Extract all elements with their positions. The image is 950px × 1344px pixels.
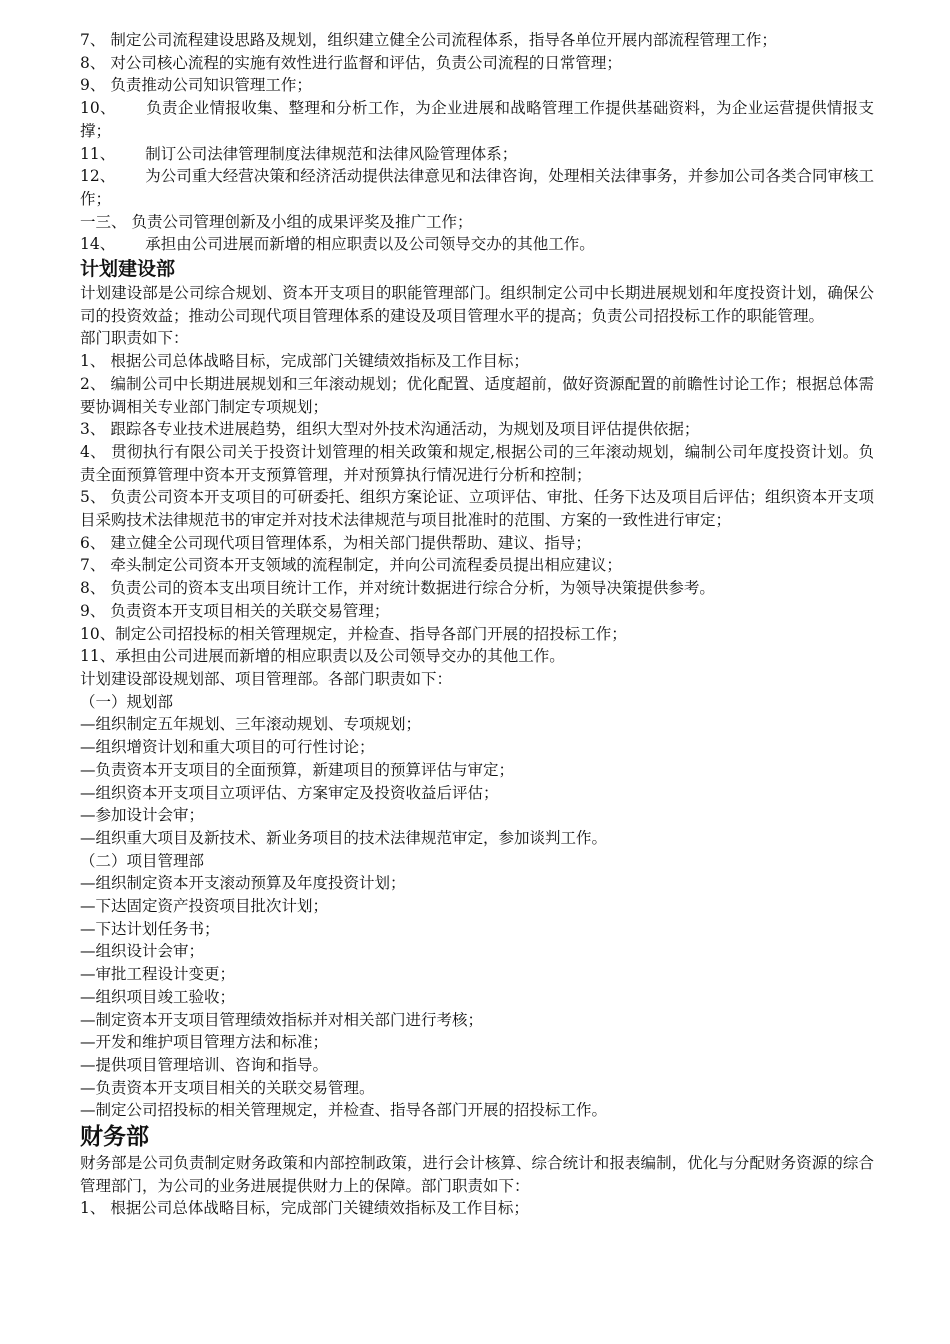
list-item: 2、 编制公司中长期进展规划和三年滚动规划；优化配置、适度超前，做好资源配置的前瞻性讨论工作；根据总体需要协调相关专业部门制定专项规划； (80, 374, 874, 416)
dash-item: —制定资本开支项目管理绩效指标并对相关部门进行考核； (80, 1010, 484, 1029)
list-item: 8、 对公司核心流程的实施有效性进行监督和评估，负责公司流程的日常管理； (80, 53, 622, 72)
dash-item: —参加设计会审； (80, 806, 205, 825)
list-item: 1、 根据公司总体战略目标，完成部门关键绩效指标及工作目标； (80, 352, 529, 371)
list-item: 一三、 负责公司管理创新及小组的成果评奖及推广工作； (80, 212, 473, 231)
sub-section-title: （一）规划部 (80, 692, 174, 711)
dash-item: —负责资本开支项目的全面预算，新建项目的预算评估与审定； (80, 760, 515, 779)
list-item: 11、 制订公司法律管理制度法律规范和法律风险管理体系； (80, 144, 518, 163)
dash-item: —组织增资计划和重大项目的可行性讨论； (80, 738, 375, 757)
list-item: 9、 负责资本开支项目相关的关联交易管理； (80, 601, 390, 620)
dash-item: —提供项目管理培训、咨询和指导。 (80, 1055, 329, 1074)
list-item: 7、 制定公司流程建设思路及规划，组织建立健全公司流程体系，指导各单位开展内部流程管理工作； (80, 31, 777, 49)
dash-item: —组织重大项目及新技术、新业务项目的技术法律规范审定，参加谈判工作。 (80, 828, 608, 847)
dash-item: —制定公司招投标的相关管理规定，并检查、指导各部门开展的招投标工作。 (80, 1101, 608, 1120)
planning-duties-label: 部门职责如下： (80, 329, 189, 348)
list-item: 6、 建立健全公司现代项目管理体系，为相关部门提供帮助、建议、指导； (80, 533, 591, 552)
list-item: 1、 根据公司总体战略目标，完成部门关键绩效指标及工作目标； (80, 1199, 529, 1218)
list-item: 10、制定公司招投标的相关管理规定，并检查、指导各部门开展的招投标工作； (80, 624, 627, 643)
list-item: 10、 负责企业情报收集、整理和分析工作，为企业进展和战略管理工作提供基础资料，为企业运营提供情报支撑； (80, 99, 874, 140)
section-title-finance: 财务部 (80, 1124, 149, 1151)
list-item: 11、承担由公司进展而新增的相应职责以及公司领导交办的其他工作。 (80, 647, 565, 666)
section-title-planning: 计划建设部 (80, 258, 176, 281)
dash-item: —组织制定五年规划、三年滚动规划、专项规划； (80, 715, 422, 734)
dash-item: —组织资本开支项目立项评估、方案审定及投资收益后评估； (80, 783, 499, 802)
list-item: 5、 负责公司资本开支项目的可研委托、组织方案论证、立项评估、审批、任务下达及项目后评估；组织资本开支项目采购技术法律规范书的审定并对技术法律规范与项目批准时的范围、方案的一致性进行审定； (80, 488, 874, 530)
document-page (80, 29, 874, 1220)
dash-item: —审批工程设计变更； (80, 965, 236, 984)
dash-item: —开发和维护项目管理方法和标准； (80, 1033, 329, 1052)
planning-sub-intro: 计划建设部设规划部、项目管理部。各部门职责如下： (80, 669, 453, 688)
dash-item: —下达固定资产投资项目批次计划； (80, 897, 329, 916)
list-item: 4、 贯彻执行有限公司关于投资计划管理的相关政策和规定,根据公司的三年滚动规划，编制公司年度投资计划。负责全面预算管理中资本开支预算管理，并对预算执行情况进行分析和控制； (80, 442, 874, 484)
dash-item: —组织制定资本开支滚动预算及年度投资计划； (80, 874, 406, 893)
list-item: 7、 牵头制定公司资本开支领域的流程制定，并向公司流程委员提出相应建议； (80, 556, 622, 575)
planning-intro: 计划建设部是公司综合规划、资本开支项目的职能管理部门。组织制定公司中长期进展规划和年度投资计划，确保公司的投资效益；推动公司现代项目管理体系的建设及项目管理水平的提高；负责公司招投标工作的职能管理。 (80, 284, 874, 325)
dash-item: —组织设计会审； (80, 942, 205, 961)
list-item: 8、 负责公司的资本支出项目统计工作，并对统计数据进行综合分析，为领导决策提供参考。 (80, 579, 715, 598)
dash-item: —负责资本开支项目相关的关联交易管理。 (80, 1078, 375, 1097)
dash-item: —下达计划任务书； (80, 919, 220, 938)
sub-section-title: （二）项目管理部 (80, 851, 205, 870)
list-item: 14、 承担由公司进展而新增的相应职责以及公司领导交办的其他工作。 (80, 235, 595, 254)
list-item: 9、 负责推动公司知识管理工作； (80, 76, 312, 95)
dash-item: —组织项目竣工验收； (80, 987, 236, 1006)
list-item: 3、 跟踪各专业技术进展趋势，组织大型对外技术沟通活动，为规划及项目评估提供依据； (80, 420, 700, 439)
finance-intro: 财务部是公司负责制定财务政策和内部控制政策，进行会计核算、综合统计和报表编制，优化与分配财务资源的综合管理部门，为公司的业务进展提供财力上的保障。部门职责如下： (80, 1154, 874, 1195)
list-item: 12、 为公司重大经营决策和经济活动提供法律意见和法律咨询，处理相关法律事务，并参加公司各类合同审核工作； (80, 167, 874, 208)
